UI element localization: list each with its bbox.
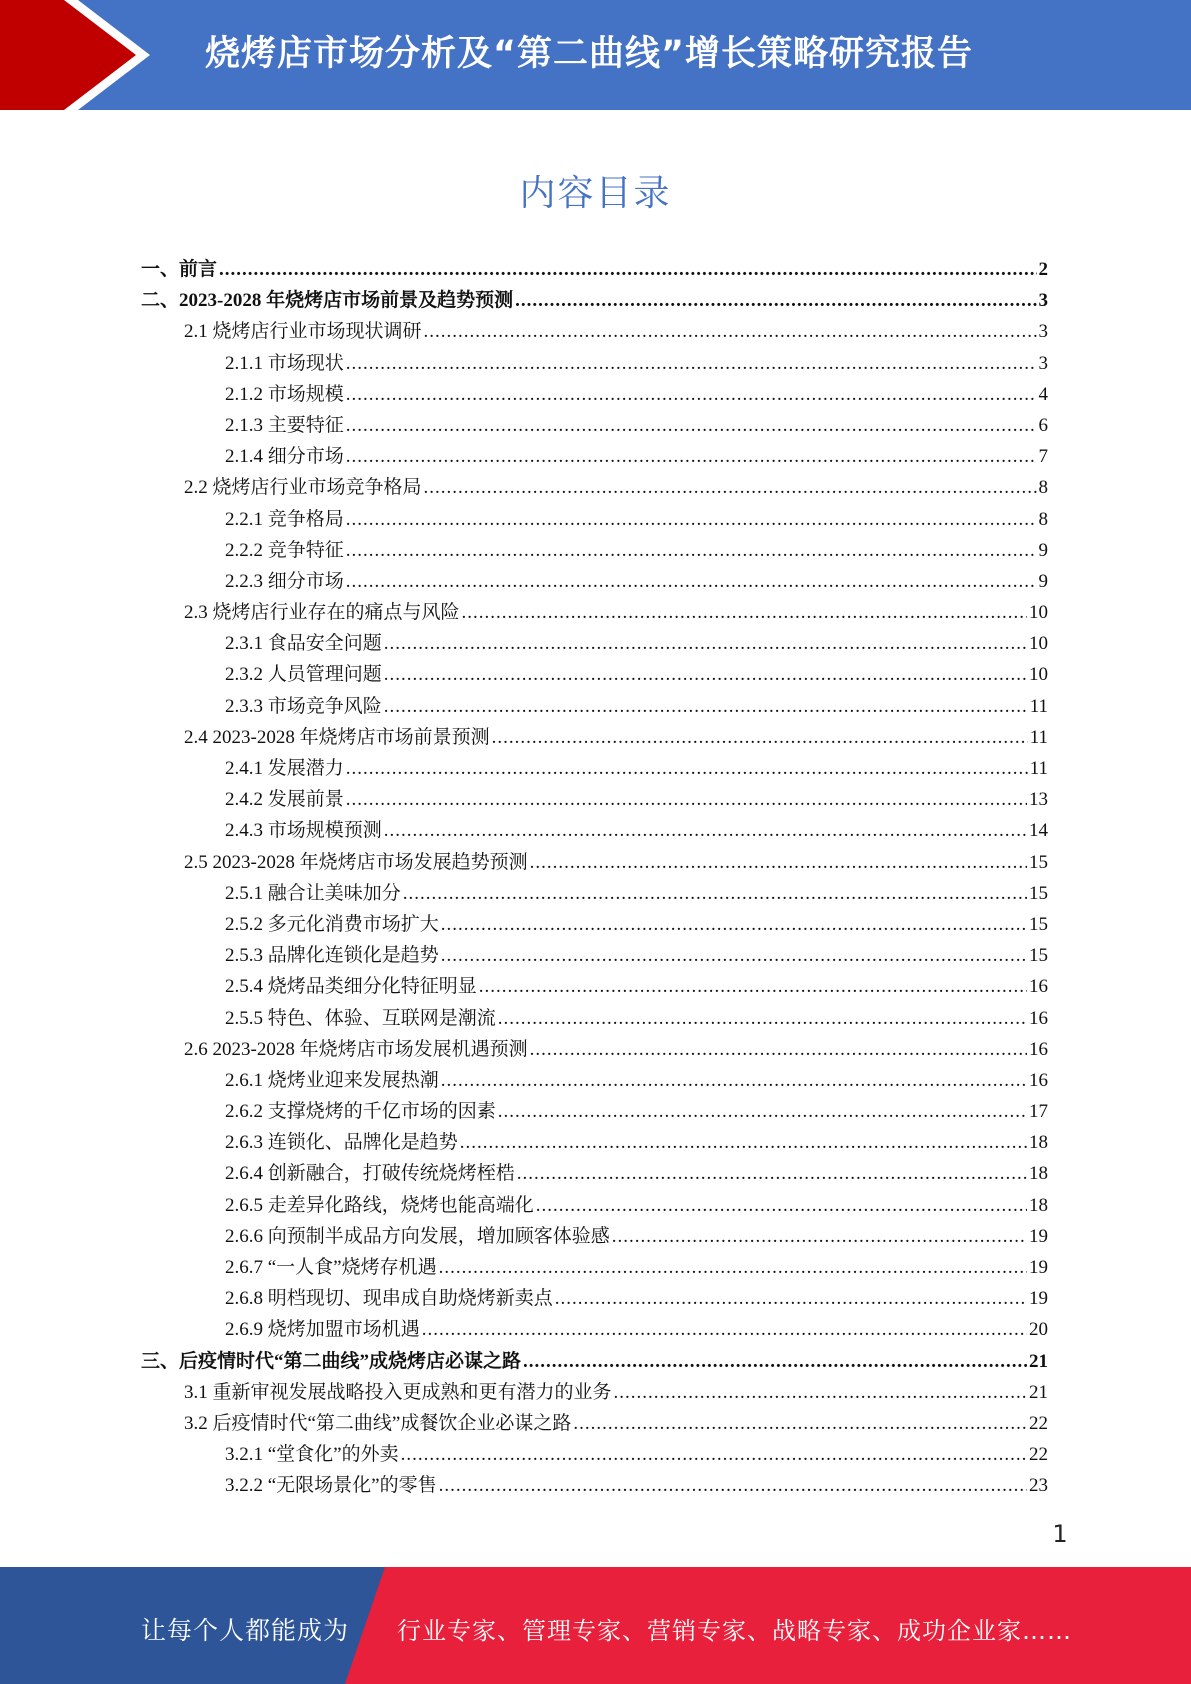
toc-entry-page: 18 bbox=[1029, 1132, 1048, 1154]
toc-leader-dots bbox=[403, 878, 1027, 909]
toc-entry[interactable] bbox=[141, 784, 1048, 815]
toc-entry[interactable] bbox=[141, 815, 1048, 846]
toc-leader-dots bbox=[384, 691, 1028, 722]
toc-entry-page: 16 bbox=[1029, 976, 1048, 998]
toc-entry[interactable] bbox=[141, 971, 1048, 1002]
toc-entry[interactable] bbox=[141, 659, 1048, 690]
toc-entry-page: 17 bbox=[1029, 1101, 1048, 1123]
toc-entry-label: 2.6.3 连锁化、品牌化是趋势 bbox=[225, 1132, 458, 1154]
toc-entry-page: 9 bbox=[1038, 539, 1048, 561]
toc-entry-label: 2.5.1 融合让美味加分 bbox=[225, 882, 401, 904]
toc-entry-label: 2.3.1 食品安全问题 bbox=[225, 633, 382, 655]
toc-entry[interactable] bbox=[141, 1408, 1048, 1439]
toc-entry-label: 2.2.2 竞争特征 bbox=[225, 539, 344, 561]
toc-entry[interactable] bbox=[141, 285, 1048, 316]
toc-entry-page: 10 bbox=[1029, 664, 1048, 686]
toc-entry-page: 10 bbox=[1029, 602, 1048, 624]
toc-entry[interactable] bbox=[141, 1221, 1048, 1252]
toc-entry[interactable] bbox=[141, 379, 1048, 410]
toc-entry-page: 20 bbox=[1029, 1319, 1048, 1341]
toc-entry-page: 15 bbox=[1029, 882, 1048, 904]
toc-entry[interactable] bbox=[141, 722, 1048, 753]
toc-entry-page: 19 bbox=[1029, 1257, 1048, 1278]
toc-entry[interactable] bbox=[141, 535, 1048, 566]
toc-entry-page: 11 bbox=[1029, 758, 1048, 779]
toc-entry-label: 一、前言 bbox=[141, 259, 218, 280]
toc-leader-dots bbox=[441, 909, 1027, 940]
toc-leader-dots bbox=[612, 1221, 1027, 1252]
toc-leader-dots bbox=[384, 628, 1027, 659]
toc-entry-page: 11 bbox=[1029, 695, 1048, 717]
toc-leader-dots bbox=[492, 722, 1028, 753]
toc-leader-dots bbox=[439, 1252, 1027, 1283]
toc-entry-page: 11 bbox=[1029, 726, 1048, 748]
toc-leader-dots bbox=[384, 659, 1027, 690]
toc-entry-page: 10 bbox=[1029, 633, 1048, 655]
toc-entry-page: 3 bbox=[1038, 290, 1048, 312]
toc-leader-dots bbox=[536, 1190, 1027, 1221]
toc-entry[interactable] bbox=[141, 1158, 1048, 1189]
toc-leader-dots bbox=[498, 1003, 1027, 1034]
toc-entry-page: 8 bbox=[1038, 477, 1048, 499]
toc-entry-label: 二、2023-2028 年烧烤店市场前景及趋势预测 bbox=[141, 290, 514, 312]
toc-leader-dots bbox=[346, 504, 1037, 535]
toc-leader-dots bbox=[424, 472, 1037, 503]
toc-entry-label: 2.3.3 市场竞争风险 bbox=[225, 695, 382, 717]
toc-leader-dots bbox=[441, 1065, 1027, 1096]
toc-entry-label: 2.6.9 烧烤加盟市场机遇 bbox=[225, 1319, 420, 1341]
toc-entry-label: 2.5.2 多元化消费市场扩大 bbox=[225, 913, 439, 935]
toc-entry-label: 3.1 重新审视发展战略投入更成熟和更有潜力的业务 bbox=[184, 1381, 612, 1403]
toc-leader-dots bbox=[573, 1408, 1027, 1439]
toc-leader-dots bbox=[346, 535, 1037, 566]
toc-entry-page: 23 bbox=[1029, 1475, 1048, 1497]
toc-entry-page: 18 bbox=[1029, 1163, 1048, 1185]
toc-entry[interactable] bbox=[141, 316, 1048, 347]
toc-entry[interactable] bbox=[141, 472, 1048, 503]
toc-entry-page: 19 bbox=[1029, 1288, 1048, 1310]
toc-leader-dots bbox=[401, 1439, 1027, 1470]
toc-leader-dots bbox=[530, 847, 1027, 878]
toc-entry[interactable] bbox=[141, 348, 1048, 379]
toc-entry-page: 19 bbox=[1029, 1225, 1048, 1247]
toc-entry[interactable] bbox=[141, 254, 1048, 285]
toc-entry-page: 8 bbox=[1038, 508, 1048, 530]
arrow-decoration-icon bbox=[0, 0, 160, 110]
toc-entry-page: 22 bbox=[1029, 1444, 1048, 1466]
toc-entry[interactable] bbox=[141, 1190, 1048, 1221]
footer-banner bbox=[0, 1567, 1191, 1684]
toc-entry-label: 2.5.3 品牌化连锁化是趋势 bbox=[225, 945, 439, 967]
toc-entry-page: 14 bbox=[1029, 820, 1048, 842]
toc-entry-label: 2.3 烧烤店行业存在的痛点与风险 bbox=[184, 602, 460, 624]
toc-entry[interactable] bbox=[141, 940, 1048, 971]
toc-entry-page: 22 bbox=[1029, 1412, 1048, 1434]
toc-entry[interactable] bbox=[141, 597, 1048, 628]
toc-entry-label: 2.5.5 特色、体验、互联网是潮流 bbox=[225, 1007, 496, 1029]
toc-entry-page: 18 bbox=[1029, 1194, 1048, 1216]
toc-entry-label: 2.1.4 细分市场 bbox=[225, 446, 344, 468]
toc-entry-page: 16 bbox=[1029, 1069, 1048, 1091]
toc-entry-label: 2.1.3 主要特征 bbox=[225, 414, 344, 436]
toc-entry-page: 2 bbox=[1038, 259, 1048, 280]
toc-entry[interactable] bbox=[141, 1252, 1048, 1283]
toc-entry-label: 2.1 烧烤店行业市场现状调研 bbox=[184, 321, 422, 343]
toc-entry-label: 2.6.1 烧烤业迎来发展热潮 bbox=[225, 1069, 439, 1091]
report-title: 烧烤店市场分析及“第二曲线”增长策略研究报告 bbox=[205, 34, 974, 74]
toc-leader-dots bbox=[530, 1034, 1027, 1065]
toc-leader-dots bbox=[219, 254, 1036, 285]
toc-entry[interactable] bbox=[141, 566, 1048, 597]
toc-leader-dots bbox=[346, 410, 1037, 441]
toc-leader-dots bbox=[346, 753, 1028, 784]
toc-entry-label: 2.5.4 烧烤品类细分化特征明显 bbox=[225, 976, 477, 998]
toc-entry[interactable] bbox=[141, 1346, 1048, 1377]
toc-leader-dots bbox=[479, 971, 1027, 1002]
toc-entry-page: 15 bbox=[1029, 945, 1048, 967]
toc-entry-label: 2.6 2023-2028 年烧烤店市场发展机遇预测 bbox=[184, 1038, 528, 1060]
toc-entry-label: 2.6.2 支撑烧烤的千亿市场的因素 bbox=[225, 1101, 496, 1123]
toc-leader-dots bbox=[346, 348, 1037, 379]
toc-entry-page: 3 bbox=[1038, 321, 1048, 343]
toc-entry[interactable] bbox=[141, 1314, 1048, 1345]
toc-entry-label: 2.6.4 创新融合，打破传统烧烤桎梏 bbox=[225, 1163, 515, 1185]
toc-entry[interactable] bbox=[141, 441, 1048, 472]
toc-entry-label: 2.3.2 人员管理问题 bbox=[225, 664, 382, 686]
toc-entry[interactable] bbox=[141, 1377, 1048, 1408]
toc-entry-label: 2.6.7 “一人食”烧烤存机遇 bbox=[225, 1257, 437, 1278]
toc-entry[interactable] bbox=[141, 1065, 1048, 1096]
toc-entry-page: 6 bbox=[1038, 414, 1048, 436]
toc-entry-page: 3 bbox=[1038, 352, 1048, 374]
toc-leader-dots bbox=[384, 815, 1027, 846]
toc-entry[interactable] bbox=[141, 1470, 1048, 1501]
toc-entry[interactable] bbox=[141, 504, 1048, 535]
toc-entry-label: 2.4 2023-2028 年烧烤店市场前景预测 bbox=[184, 726, 490, 748]
toc-entry-label: 2.2.1 竞争格局 bbox=[225, 508, 344, 530]
toc-entry[interactable] bbox=[141, 1283, 1048, 1314]
toc-entry-page: 7 bbox=[1038, 446, 1048, 468]
toc-entry-page: 21 bbox=[1029, 1350, 1048, 1372]
toc-leader-dots bbox=[555, 1283, 1027, 1314]
toc-entry-label: 2.2 烧烤店行业市场竞争格局 bbox=[184, 477, 422, 499]
toc-leader-dots bbox=[346, 379, 1037, 410]
toc-entry[interactable] bbox=[141, 909, 1048, 940]
toc-entry-page: 16 bbox=[1029, 1007, 1048, 1029]
toc-entry[interactable] bbox=[141, 847, 1048, 878]
toc-entry[interactable] bbox=[141, 753, 1048, 784]
toc-entry[interactable] bbox=[141, 1127, 1048, 1158]
toc-entry-label: 2.4.1 发展潜力 bbox=[225, 758, 344, 779]
toc-leader-dots bbox=[517, 1158, 1027, 1189]
toc-entry-label: 2.1.2 市场规模 bbox=[225, 383, 344, 405]
toc-leader-dots bbox=[462, 597, 1027, 628]
toc-entry-label: 3.2.1 “堂食化”的外卖 bbox=[225, 1444, 399, 1466]
toc-leader-dots bbox=[346, 441, 1037, 472]
toc-leader-dots bbox=[439, 1470, 1027, 1501]
toc-entry[interactable] bbox=[141, 691, 1048, 722]
toc-leader-dots bbox=[460, 1127, 1027, 1158]
toc-leader-dots bbox=[346, 784, 1027, 815]
header-banner bbox=[0, 0, 1191, 110]
page-number: 1 bbox=[1052, 1520, 1068, 1548]
toc-entry-page: 13 bbox=[1029, 789, 1048, 811]
toc-leader-dots bbox=[346, 566, 1037, 597]
footer-slogan-left: 让每个人都能成为 bbox=[141, 1616, 350, 1645]
toc-leader-dots bbox=[523, 1346, 1027, 1377]
toc-entry-label: 三、后疫情时代“第二曲线”成烧烤店必谋之路 bbox=[141, 1350, 522, 1372]
toc-leader-dots bbox=[515, 285, 1036, 316]
toc-entry-label: 2.1.1 市场现状 bbox=[225, 352, 344, 374]
toc-entry-label: 2.6.5 走差异化路线，烧烤也能高端化 bbox=[225, 1194, 534, 1216]
toc-entry-label: 2.4.3 市场规模预测 bbox=[225, 820, 382, 842]
footer-slogan-right: 行业专家、管理专家、营销专家、战略专家、成功企业家…… bbox=[397, 1617, 1072, 1645]
toc-entry-page: 21 bbox=[1029, 1381, 1048, 1403]
toc-entry-label: 2.2.3 细分市场 bbox=[225, 570, 344, 592]
toc-entry-label: 2.6.8 明档现切、现串成自助烧烤新卖点 bbox=[225, 1288, 553, 1310]
toc-entry[interactable] bbox=[141, 878, 1048, 909]
toc-entry-page: 15 bbox=[1029, 913, 1048, 935]
table-of-contents bbox=[141, 254, 1048, 1502]
toc-entry[interactable] bbox=[141, 628, 1048, 659]
toc-entry-label: 3.2 后疫情时代“第二曲线”成餐饮企业必谋之路 bbox=[184, 1412, 572, 1434]
toc-entry-label: 2.5 2023-2028 年烧烤店市场发展趋势预测 bbox=[184, 851, 528, 873]
toc-leader-dots bbox=[441, 940, 1027, 971]
toc-entry-label: 2.4.2 发展前景 bbox=[225, 789, 344, 811]
toc-entry-page: 9 bbox=[1038, 570, 1048, 592]
toc-entry-page: 4 bbox=[1038, 383, 1048, 405]
toc-entry[interactable] bbox=[141, 410, 1048, 441]
toc-entry-label: 3.2.2 “无限场景化”的零售 bbox=[225, 1475, 437, 1497]
toc-entry-label: 2.6.6 向预制半成品方向发展，增加顾客体验感 bbox=[225, 1225, 610, 1247]
toc-entry[interactable] bbox=[141, 1034, 1048, 1065]
toc-leader-dots bbox=[422, 1314, 1027, 1345]
toc-leader-dots bbox=[614, 1377, 1027, 1408]
toc-entry-page: 15 bbox=[1029, 851, 1048, 873]
toc-leader-dots bbox=[498, 1096, 1027, 1127]
toc-heading: 内容目录 bbox=[519, 173, 672, 214]
toc-entry[interactable] bbox=[141, 1003, 1048, 1034]
toc-entry-page: 16 bbox=[1029, 1038, 1048, 1060]
toc-entry[interactable] bbox=[141, 1096, 1048, 1127]
toc-leader-dots bbox=[424, 316, 1037, 347]
toc-entry[interactable] bbox=[141, 1439, 1048, 1470]
